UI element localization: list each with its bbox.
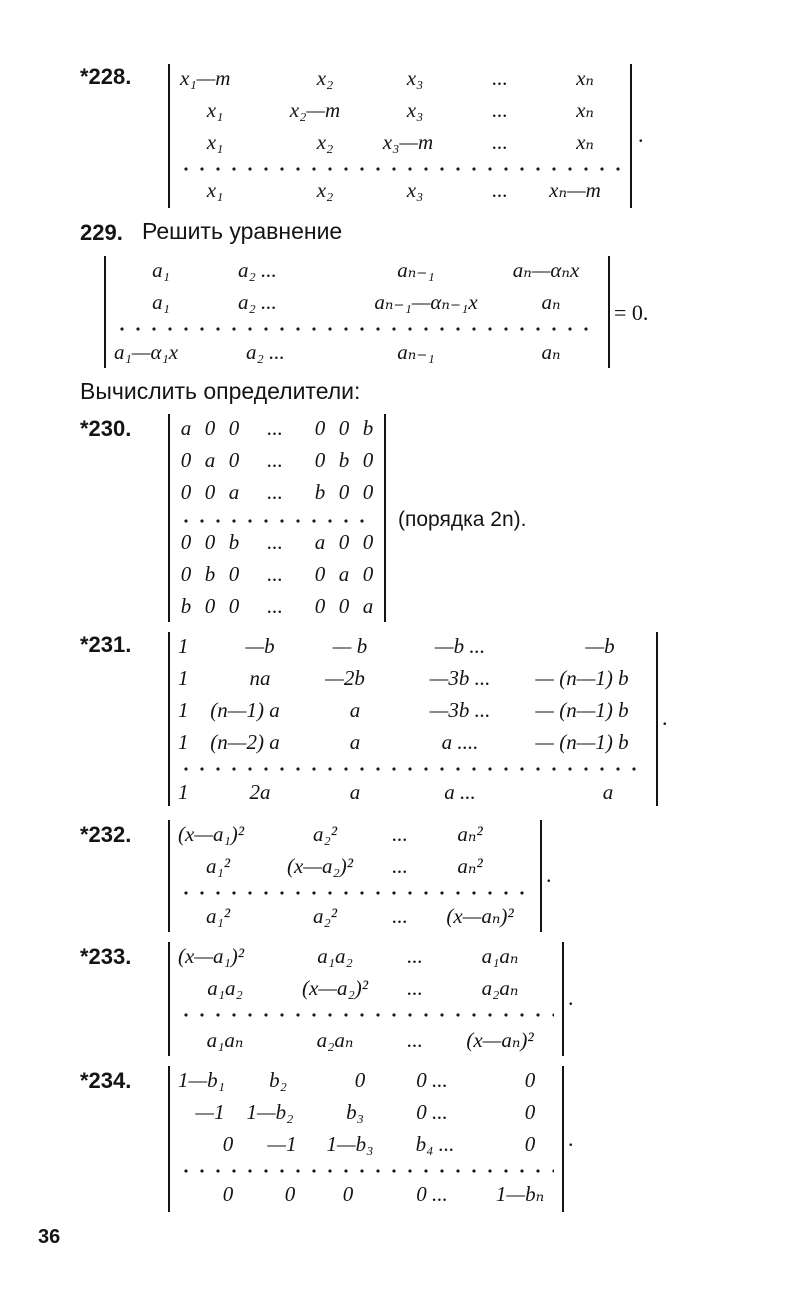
matrix-cell: aₙ₋₁—αₙ₋₁x (374, 290, 478, 314)
matrix-cell: x₃ (406, 66, 424, 90)
matrix-cell: 0 (524, 1100, 536, 1124)
problem-230-number: *230. (80, 416, 132, 441)
problem-229-text: Решить уравнение (142, 218, 343, 244)
matrix-cell: xₙ (576, 66, 594, 90)
matrix-cell: 0 (228, 594, 240, 618)
matrix-cell: 0 (284, 1182, 296, 1206)
matrix-cell: 1—b₂ (246, 1100, 294, 1124)
matrix-cell: 0 (338, 416, 350, 440)
matrix-cell: ... (267, 530, 283, 554)
matrix-cell: 1—b₁ (178, 1068, 225, 1092)
matrix-cell: 0 (228, 448, 240, 472)
matrix-cell: a₂ ... (238, 258, 277, 282)
matrix-cell: a₁² (205, 904, 231, 928)
determinant-230 (168, 414, 386, 622)
matrix-cell: x₂ (316, 130, 334, 154)
matrix-cell: — (n—1) b (535, 730, 629, 754)
dots-row (178, 888, 532, 898)
matrix-cell: —b ... (434, 634, 486, 658)
dots-row (114, 324, 600, 334)
determinant-231 (168, 632, 658, 806)
matrix-cell: 0 (228, 562, 240, 586)
matrix-cell: 0 (362, 562, 374, 586)
matrix-cell: a ... (444, 780, 476, 804)
matrix-cell: ... (407, 1028, 423, 1052)
problem-229-number: 229. (80, 220, 123, 245)
matrix-cell: b (314, 480, 326, 504)
matrix-cell: a₁ (152, 290, 170, 314)
matrix-cell: —2b (325, 666, 365, 690)
matrix-cell: (x—a₂)² (301, 976, 369, 1000)
matrix-cell: x₂—m (289, 98, 341, 122)
matrix-cell: (x—aₙ)² (446, 904, 514, 928)
matrix-cell: a (349, 730, 361, 754)
matrix-cell: 0 (362, 480, 374, 504)
matrix-cell: a (349, 698, 361, 722)
matrix-cell: b (228, 530, 240, 554)
determinant-229 (104, 256, 610, 368)
matrix-cell: 0 (204, 530, 216, 554)
matrix-cell: ... (407, 976, 423, 1000)
matrix-cell: a (362, 594, 374, 618)
matrix-cell: 0 (338, 530, 350, 554)
matrix-cell: 0 (204, 594, 216, 618)
matrix-cell: a (180, 416, 192, 440)
matrix-cell: 1 (178, 780, 189, 804)
matrix-cell: b (338, 448, 350, 472)
matrix-cell: 0 (338, 480, 350, 504)
matrix-cell: a₂aₙ (316, 1028, 354, 1052)
matrix-cell: a₁aₙ (481, 944, 519, 968)
matrix-cell: 0 (314, 594, 326, 618)
matrix-cell: a₂ ... (238, 290, 277, 314)
matrix-cell: a₂² (312, 904, 338, 928)
matrix-cell: 1 (178, 666, 189, 690)
matrix-cell: (n—2) a (210, 730, 280, 754)
matrix-cell: 2a (249, 780, 271, 804)
matrix-cell: ... (267, 594, 283, 618)
matrix-cell: (x—a₁)² (178, 822, 245, 846)
dots-row (178, 1010, 554, 1020)
matrix-cell: 0 ... (416, 1182, 448, 1206)
matrix-cell: a (602, 780, 614, 804)
matrix-cell: 0 (180, 562, 192, 586)
matrix-cell: a₁a₂ (207, 976, 243, 1000)
matrix-cell: x₃—m (382, 130, 434, 154)
matrix-cell: aₙ² (457, 822, 483, 846)
matrix-cell: 1—bₙ (495, 1182, 545, 1206)
matrix-cell: x₃ (406, 98, 424, 122)
matrix-cell: a₁² (205, 854, 231, 878)
page-number: 36 (38, 1226, 61, 1248)
matrix-cell: a (338, 562, 350, 586)
matrix-cell: x₃ (406, 178, 424, 202)
matrix-cell: 0 ... (416, 1100, 448, 1124)
matrix-cell: ... (492, 178, 508, 202)
matrix-cell: 0 (204, 416, 216, 440)
matrix-cell: (x—a₂)² (286, 854, 354, 878)
dots-row (178, 516, 376, 526)
matrix-cell: a (228, 480, 240, 504)
matrix-cell: a₁a₂ (317, 944, 353, 968)
matrix-cell: 1 (178, 634, 189, 658)
matrix-cell: —b (585, 634, 615, 658)
matrix-cell: 0 (524, 1132, 536, 1156)
matrix-cell: a₁ (152, 258, 170, 282)
matrix-cell: ... (407, 944, 423, 968)
determinant-232 (168, 820, 542, 932)
matrix-cell: 0 (362, 448, 374, 472)
matrix-cell: x₁ (206, 130, 224, 154)
matrix-cell: aₙ₋₁ (397, 340, 435, 364)
matrix-cell: —1 (195, 1100, 225, 1124)
matrix-cell: b₄ ... (415, 1132, 455, 1156)
matrix-cell: 0 (524, 1068, 536, 1092)
matrix-cell: 0 (314, 562, 326, 586)
suffix-dot: . (638, 122, 644, 147)
suffix-dot: . (546, 862, 552, 887)
determinant-234 (168, 1066, 564, 1212)
matrix-cell: 0 (354, 1068, 366, 1092)
matrix-cell: ... (492, 98, 508, 122)
matrix-cell: ... (267, 480, 283, 504)
matrix-cell: a (204, 448, 216, 472)
matrix-cell: a (314, 530, 326, 554)
matrix-cell: a .... (441, 730, 479, 754)
matrix-cell: 0 (222, 1132, 234, 1156)
matrix-cell: na (249, 666, 271, 690)
matrix-cell: 0 (180, 530, 192, 554)
matrix-cell: 0 (222, 1182, 234, 1206)
matrix-cell: b (204, 562, 216, 586)
matrix-cell: — (n—1) b (535, 698, 629, 722)
matrix-cell: aₙ—αₙx (512, 258, 580, 282)
matrix-cell: x₁ (206, 98, 224, 122)
matrix-cell: ... (267, 562, 283, 586)
matrix-cell: a (349, 780, 361, 804)
section-heading: Вычислить определители: (80, 378, 361, 404)
matrix-cell: b₂ (269, 1068, 287, 1092)
matrix-cell: 1—b₃ (326, 1132, 374, 1156)
equation-rhs: = 0. (614, 300, 649, 325)
matrix-cell: x₂ (316, 178, 334, 202)
suffix-dot: . (662, 705, 668, 730)
matrix-cell: a₁aₙ (206, 1028, 244, 1052)
matrix-cell: 0 (314, 448, 326, 472)
matrix-cell: b₃ (346, 1100, 364, 1124)
matrix-cell: aₙ (541, 290, 561, 314)
matrix-cell: —3b ... (429, 666, 491, 690)
problem-232-number: *232. (80, 822, 132, 847)
matrix-cell: a₂ ... (246, 340, 285, 364)
problem-231-number: *231. (80, 632, 132, 657)
matrix-cell: x₁ (206, 178, 224, 202)
matrix-cell: xₙ—m (549, 178, 601, 202)
matrix-cell: 0 (314, 416, 326, 440)
matrix-cell: —1 (267, 1132, 297, 1156)
matrix-cell: ... (392, 854, 408, 878)
matrix-cell: 0 (180, 480, 192, 504)
matrix-cell: xₙ (576, 98, 594, 122)
suffix-dot: . (568, 985, 574, 1010)
dots-row (178, 764, 648, 774)
matrix-cell: xₙ (576, 130, 594, 154)
determinant-233 (168, 942, 564, 1056)
determinant-228 (168, 64, 632, 208)
matrix-cell: aₙ₋₁ (397, 258, 435, 282)
dots-row (178, 164, 622, 174)
matrix-cell: 1 (178, 730, 189, 754)
matrix-cell: ... (267, 448, 283, 472)
matrix-cell: 0 (362, 530, 374, 554)
matrix-cell: ... (392, 904, 408, 928)
matrix-cell: — (n—1) b (535, 666, 629, 690)
matrix-cell: ... (492, 66, 508, 90)
matrix-cell: (n—1) a (210, 698, 280, 722)
matrix-cell: (x—aₙ)² (466, 1028, 534, 1052)
order-note: (порядка 2n). (398, 508, 527, 531)
matrix-cell: ... (392, 822, 408, 846)
matrix-cell: 0 (180, 448, 192, 472)
matrix-cell: b (180, 594, 192, 618)
matrix-cell: x₁—m (180, 66, 231, 90)
matrix-cell: a₂² (312, 822, 338, 846)
dots-row (178, 1166, 554, 1176)
matrix-cell: 0 (338, 594, 350, 618)
matrix-cell: ... (267, 416, 283, 440)
matrix-cell: 0 ... (416, 1068, 448, 1092)
matrix-cell: aₙ (541, 340, 561, 364)
matrix-cell: (x—a₁)² (178, 944, 245, 968)
matrix-cell: a₂aₙ (481, 976, 519, 1000)
matrix-cell: b (362, 416, 374, 440)
matrix-cell: 0 (228, 416, 240, 440)
matrix-cell: —b (245, 634, 275, 658)
matrix-cell: a₁—α₁x (114, 340, 179, 364)
problem-233-number: *233. (80, 944, 132, 969)
matrix-cell: 0 (204, 480, 216, 504)
problem-234-number: *234. (80, 1068, 132, 1093)
matrix-cell: — b (332, 634, 368, 658)
matrix-cell: 1 (178, 698, 189, 722)
matrix-cell: ... (492, 130, 508, 154)
matrix-cell: —3b ... (429, 698, 491, 722)
matrix-cell: 0 (342, 1182, 354, 1206)
problem-228-number: *228. (80, 64, 132, 89)
matrix-cell: x₂ (316, 66, 334, 90)
suffix-dot: . (568, 1126, 574, 1151)
matrix-cell: aₙ² (457, 854, 483, 878)
